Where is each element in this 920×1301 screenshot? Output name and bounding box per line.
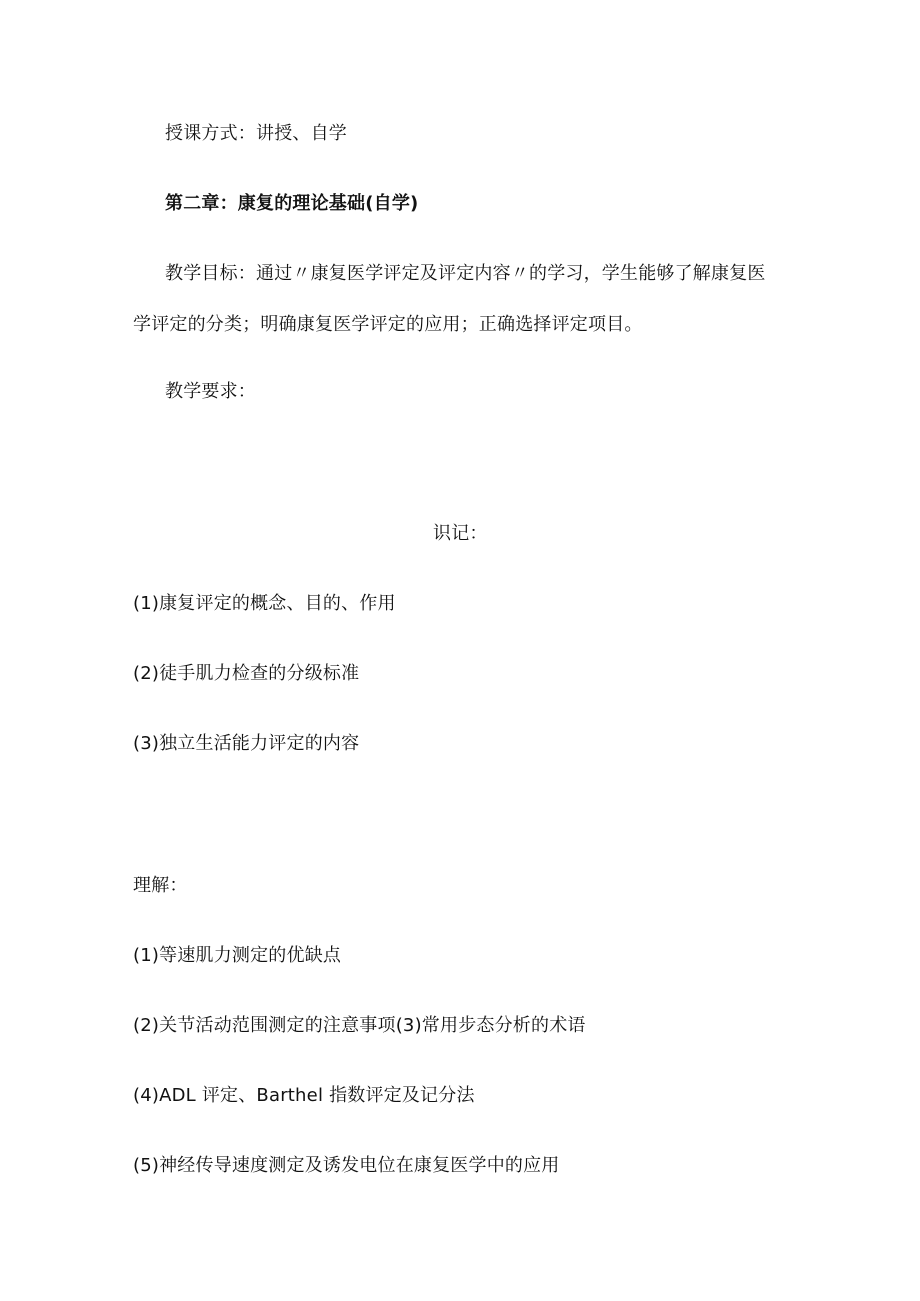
memorize-item: (1)康复评定的概念、目的、作用 [133,593,396,614]
teaching-method: 授课方式：讲授、自学 [165,123,347,144]
understand-item: (1)等速肌力测定的优缺点 [133,945,342,966]
understand-heading: 理解： [133,875,188,896]
teaching-objective-line-2: 学评定的分类；明确康复医学评定的应用；正确选择评定项目。 [133,314,643,335]
understand-item: (2)关节活动范围测定的注意事项(3)常用步态分析的术语 [133,1015,586,1036]
memorize-item: (2)徒手肌力检查的分级标准 [133,663,360,684]
memorize-item: (3)独立生活能力评定的内容 [133,733,360,754]
understand-item: (5)神经传导速度测定及诱发电位在康复医学中的应用 [133,1155,560,1176]
chapter-title: 第二章：康复的理论基础(自学) [165,193,419,214]
teaching-objective-line-1: 教学目标：通过〃康复医学评定及评定内容〃的学习，学生能够了解康复医 [165,263,766,284]
requirements-heading: 教学要求： [165,381,256,402]
memorize-heading: 识记： [433,523,488,544]
understand-item: (4)ADL 评定、Barthel 指数评定及记分法 [133,1085,475,1106]
